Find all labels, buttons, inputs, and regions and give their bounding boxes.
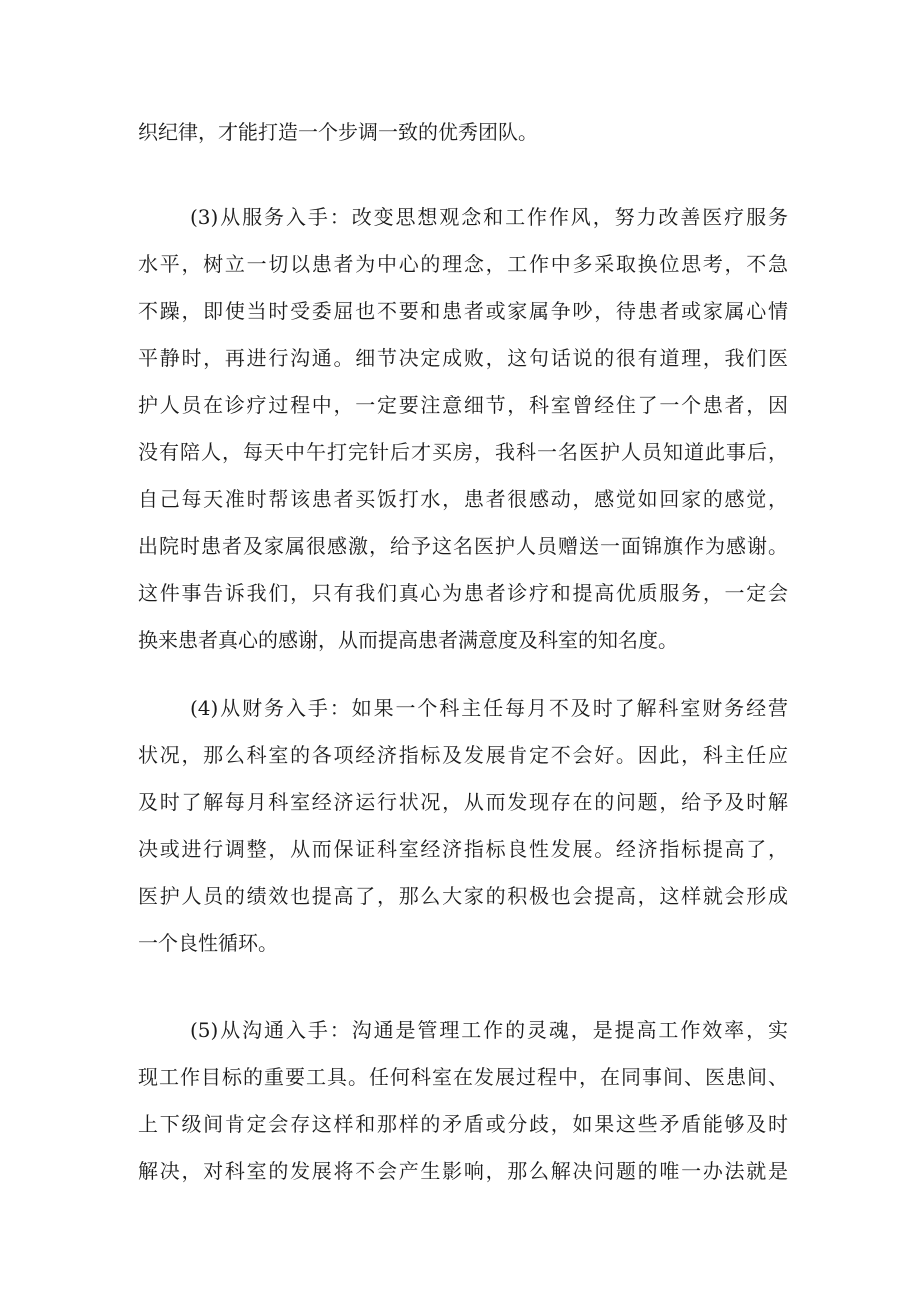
paragraph-line: 平静时，再进行沟通。细节决定成败，这句话说的很有道理，我们医 [138,346,788,370]
paragraph-line: 水平，树立一切以患者为中心的理念，工作中多采取换位思考，不急 [138,252,788,276]
paragraph-line: (3)从服务入手：改变思想观念和工作作风，努力改善医疗服务 [190,205,788,229]
paragraph-line: 没有陪人，每天中午打完针后才买房，我科一名医护人员知道此事后， [138,440,788,464]
paragraph-line: 及时了解每月科室经济运行状况，从而发现存在的问题，给予及时解 [138,790,788,814]
paragraph-line: 自己每天准时帮该患者买饭打水，患者很感动，感觉如回家的感觉， [138,487,788,511]
paragraph-line: 护人员在诊疗过程中，一定要注意细节，科室曾经住了一个患者，因 [138,393,788,417]
paragraph-line: 现工作目标的重要工具。任何科室在发展过程中，在同事间、医患间、 [138,1065,788,1089]
paragraph-line: 这件事告诉我们，只有我们真心为患者诊疗和提高优质服务，一定会 [138,581,788,605]
paragraph-line: 状况，那么科室的各项经济指标及发展肯定不会好。因此，科主任应 [138,743,788,767]
paragraph-line: 不躁，即使当时受委屈也不要和患者或家属争吵，待患者或家属心情 [138,299,788,323]
fragment-line: 织纪律，才能打造一个步调一致的优秀团队。 [138,120,538,144]
paragraph-line: 决或进行调整，从而保证科室经济指标良性发展。经济指标提高了， [138,837,788,861]
paragraph-line: (5)从沟通入手：沟通是管理工作的灵魂，是提高工作效率，实 [190,1018,788,1042]
paragraph-line: 一个良性循环。 [138,931,278,955]
paragraph-line: 出院时患者及家属很感激，给予这名医护人员赠送一面锦旗作为感谢。 [138,534,788,558]
paragraph-line: 医护人员的绩效也提高了，那么大家的积极也会提高，这样就会形成 [138,884,788,908]
paragraph-line: 解决，对科室的发展将不会产生影响，那么解决问题的唯一办法就是 [138,1159,788,1183]
paragraph-line: 换来患者真心的感谢，从而提高患者满意度及科室的知名度。 [138,628,678,652]
paragraph-line: (4)从财务入手：如果一个科主任每月不及时了解科室财务经营 [190,696,788,720]
paragraph-line: 上下级间肯定会存这样和那样的矛盾或分歧，如果这些矛盾能够及时 [138,1112,788,1136]
